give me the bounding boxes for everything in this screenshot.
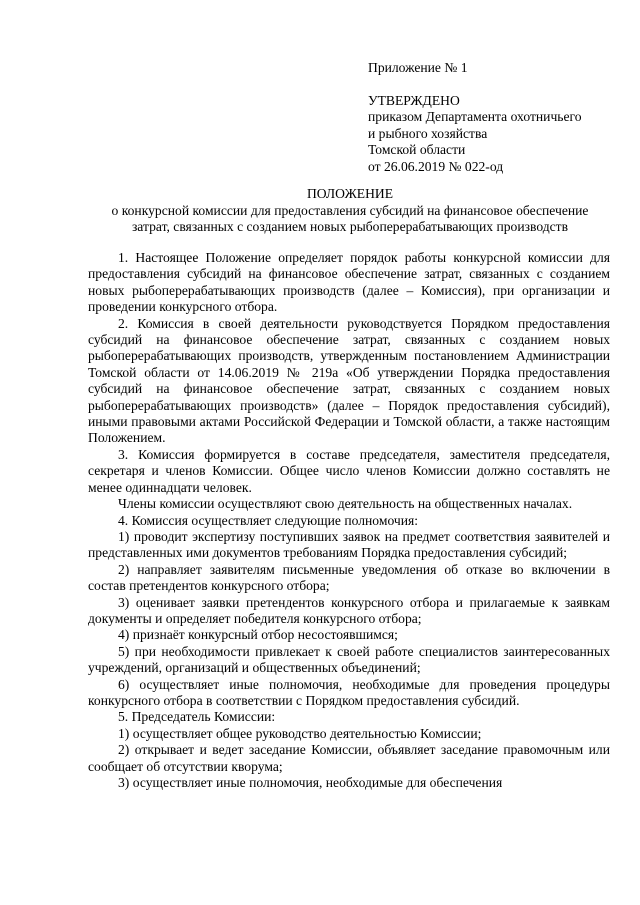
approval-line: и рыбного хозяйства (368, 125, 488, 141)
paragraph: 4. Комиссия осуществляет следующие полномочия: (118, 512, 419, 528)
paragraph: 3) оценивает заявки претендентов конкурсного отбора и прилагаемые к заявкам документы и определяет победителя конкурсного отбора; (88, 594, 610, 626)
paragraph: 1) проводит экспертизу поступивших заявок на предмет соответствия заявителей и представленных ими документов требованиям Порядка предоставления субсидий; (88, 528, 610, 561)
approval-stamp-heading: УТВЕРЖДЕНО (368, 92, 460, 108)
paragraph: 3) осуществляет иные полномочия, необходимые для обеспечения (118, 775, 503, 790)
paragraph: 6) осуществляет иные полномочия, необходимые для проведения процедуры конкурсного отбора в соответствии с Порядком предоставления субсидий. (88, 676, 610, 708)
paragraph: 3. Комиссия формируется в составе председателя, заместителя председателя, секретаря и членов Комиссии. Общее число членов Комиссии должно составлять не менее одиннадцати человек. (88, 446, 610, 495)
paragraph: 5. Председатель Комиссии: (118, 709, 276, 725)
paragraph: 2) направляет заявителям письменные уведомления об отказе во включении в состав претендентов конкурсного отбора; (88, 561, 610, 594)
approval-line: Томской области (368, 142, 466, 157)
paragraph: 1. Настоящее Положение определяет порядок работы конкурсной комиссии для предоставления субсидий на финансовое обеспечение затрат, связанных с созданием новых рыбоперерабатывающих производств (далее – Комиссия), при организации и проведении конкурсного отбора. (88, 250, 610, 315)
approval-date: от 26.06.2019 № 022-од (368, 158, 504, 174)
document-heading: ПОЛОЖЕНИЕ (306, 186, 394, 201)
paragraph: 2) открывает и ведет заседание Комиссии, объявляет заседание правомочным или сообщает об отсутствии кворума; (88, 742, 610, 774)
appendix-block (368, 60, 618, 175)
document-subtitle: о конкурсной комиссии для предоставления субсидий на финансовое обеспечение (111, 202, 589, 218)
paragraph: 1) осуществляет общее руководство деятельностью Комиссии; (118, 725, 482, 741)
paragraph: 5) при необходимости привлекает к своей работе специалистов заинтересованных учреждений, организаций и общественных объединений; (88, 643, 610, 676)
document-body (88, 250, 610, 791)
appendix-number: Приложение № 1 (368, 60, 468, 75)
paragraph: 2. Комиссия в своей деятельности руководствуется Порядком предоставления субсидий на финансовое обеспечение затрат, связанных с созданием новых рыбоперерабатывающих производств, утвержденным постановлением Администрации Томской области от 14.06.2019 № 219а «Об утверждении Порядка предоставления субсидий на финансовое обеспечение затрат, связанных с созданием новых рыбоперерабатывающих производств» (далее – Порядок предоставления субсидий), иными правовыми актами Российской Федерации и Томской области, а также настоящим Положением. (88, 315, 610, 446)
document-subtitle: затрат, связанных с созданием новых рыбоперерабатывающих производств (131, 219, 569, 234)
approval-line: приказом Департамента охотничьего (368, 109, 582, 124)
spacer (368, 77, 618, 93)
document-title-block (60, 186, 640, 236)
paragraph: 4) признаёт конкурсный отбор несостоявшимся; (118, 627, 398, 643)
paragraph: Члены комиссии осуществляют свою деятельность на общественных началах. (118, 496, 573, 512)
